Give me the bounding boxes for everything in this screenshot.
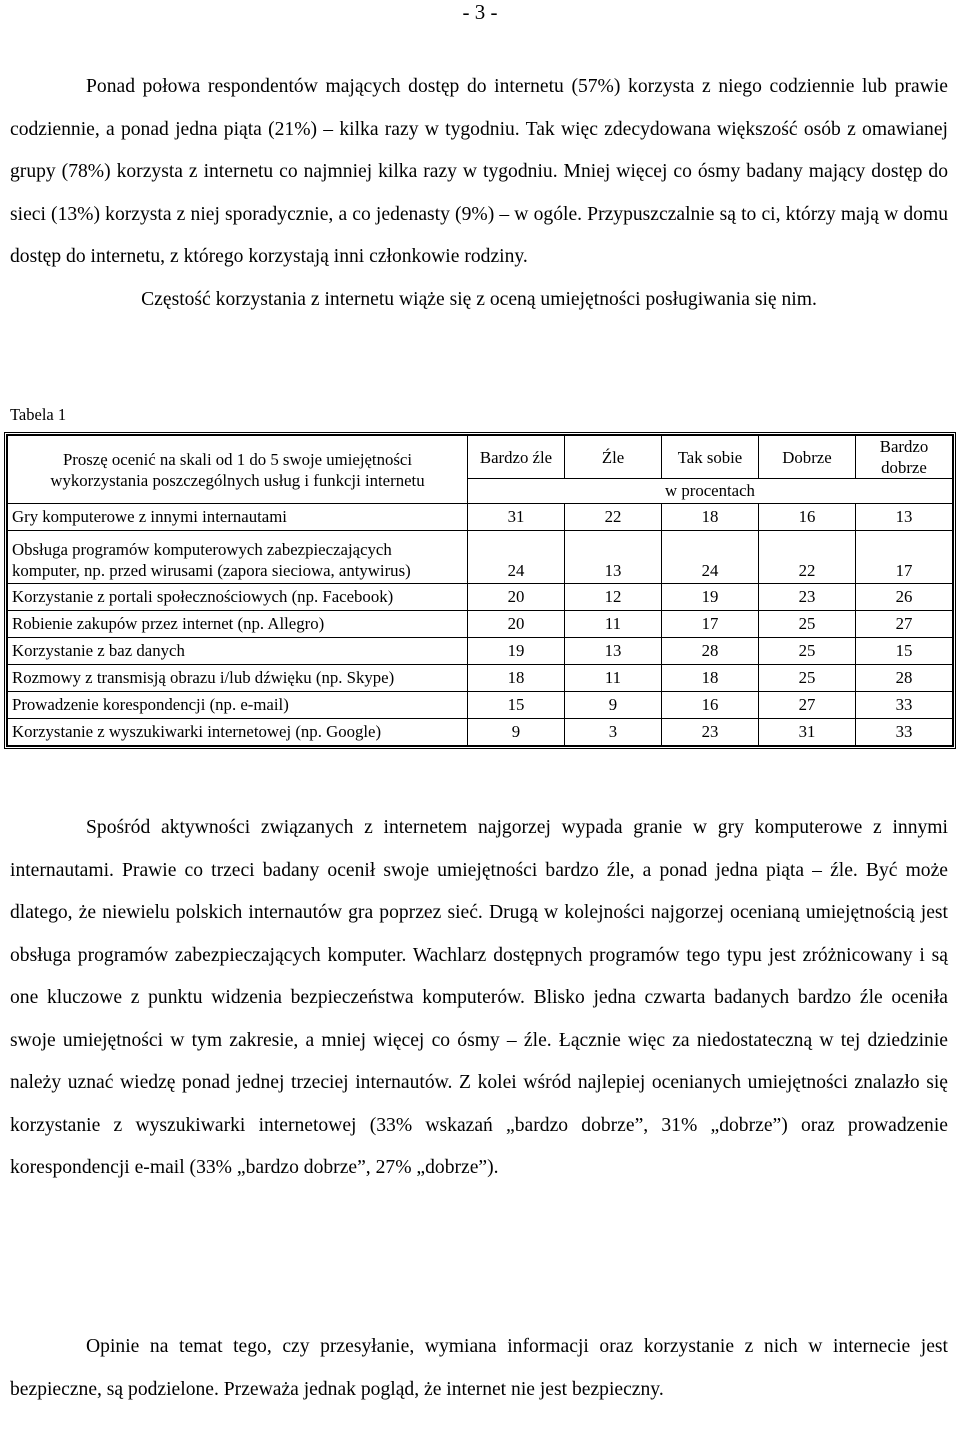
cell-value: 27 — [856, 611, 953, 638]
cell-value: 17 — [662, 611, 759, 638]
table-row — [8, 692, 953, 719]
cell-value: 27 — [759, 692, 856, 719]
cell-value: 15 — [856, 638, 953, 665]
cell-value: 20 — [468, 584, 565, 611]
table-row — [8, 638, 953, 665]
cell-value: 18 — [468, 665, 565, 692]
row-label: Robienie zakupów przez internet (np. Allegro) — [8, 611, 468, 638]
cell-value: 31 — [468, 504, 565, 531]
cell-value: 23 — [662, 719, 759, 746]
paragraph-security-text: Opinie na temat tego, czy przesyłanie, wymiana informacji oraz korzystanie z nich w internecie jest bezpieczne, są podzielone. Przeważa jednak pogląd, że internet nie jest bezpieczny. — [10, 1336, 948, 1400]
cell-value: 22 — [565, 504, 662, 531]
cell-value: 18 — [662, 504, 759, 531]
row-label: Korzystanie z baz danych — [8, 638, 468, 665]
cell-value: 26 — [856, 584, 953, 611]
paragraph-intro — [10, 66, 948, 321]
cell-value: 28 — [856, 665, 953, 692]
cell-value: 25 — [759, 638, 856, 665]
cell-value: 25 — [759, 611, 856, 638]
table-row — [8, 665, 953, 692]
row-label: Rozmowy z transmisją obrazu i/lub dźwięku (np. Skype) — [8, 665, 468, 692]
cell-value: 3 — [565, 719, 662, 746]
cell-value: 11 — [565, 611, 662, 638]
cell-value: 13 — [856, 504, 953, 531]
cell-value: 23 — [759, 584, 856, 611]
table-row — [8, 719, 953, 746]
cell-value: 12 — [565, 584, 662, 611]
column-header-tak-sobie: Tak sobie — [662, 436, 759, 479]
cell-value: 33 — [856, 692, 953, 719]
column-header-bardzo-dobrze: Bardzo dobrze — [856, 436, 953, 479]
paragraph-security — [10, 1326, 948, 1411]
cell-value: 15 — [468, 692, 565, 719]
cell-value: 31 — [759, 719, 856, 746]
cell-value: 16 — [759, 504, 856, 531]
paragraph-intro-text: Ponad połowa respondentów mających dostęp do internetu (57%) korzysta z niego codziennie lub prawie codziennie, a ponad jedna piąta (21%) – kilka razy w tygodniu. Tak więc zdecydowana większość osób z omawianej grupy (78%) korzysta z internetu co najmniej kilka razy w tygodniu. Mniej więcej co ósmy badany mający dostęp do sieci (13%) korzysta z niej sporadycznie, a co jedenasty (9%) – w ogóle. Przypuszczalnie są to ci, którzy mają w domu dostęp do internetu, z którego korzystają inni członkowie rodziny. — [10, 76, 948, 267]
table-row — [8, 611, 953, 638]
table-row — [8, 531, 953, 584]
cell-value: 13 — [565, 638, 662, 665]
cell-value: 20 — [468, 611, 565, 638]
row-label: Gry komputerowe z innymi internautami — [8, 504, 468, 531]
cell-value: 25 — [759, 665, 856, 692]
cell-value: 11 — [565, 665, 662, 692]
paragraph-analysis — [10, 807, 948, 1190]
page-number: - 3 - — [462, 0, 498, 24]
cell-value: 24 — [662, 531, 759, 584]
paragraph-analysis-text: Spośród aktywności związanych z internetem najgorzej wypada granie w gry komputerowe z innymi internautami. Prawie co trzeci badany ocenił swoje umiejętności bardzo źle, a ponad jedna piąta – źle. Być może dlatego, że niewielu polskich internautów gra poprzez sieć. Drugą w kolejności najgorzej ocenianą umiejętnością jest obsługa programów zabezpieczających komputer. Wachlarz dostępnych programów tego typu jest zróżnicowany i są one kluczowe z punktu widzenia bezpieczeństwa komputerów. Blisko jedna czwarta badanych bardzo źle oceniła swoje umiejętności w tym zakresie, a mniej więcej co ósmy – źle. Łącznie więc za niedostateczną w tej dziedzinie należy uznać wiedzę ponad jednej trzeciej internautów. Z kolei wśród najlepiej ocenianych umiejętności znalazło się korzystanie z wyszukiwarki internetowej (33% wskazań „bardzo dobrze”, 31% „dobrze”) oraz prowadzenie korespondencji e-mail (33% „bardzo dobrze”, 27% „dobrze”). — [10, 817, 948, 1178]
row-label: Korzystanie z wyszukiwarki internetowej (np. Google) — [8, 719, 468, 746]
cell-value: 17 — [856, 531, 953, 584]
paragraph-intro-last-line: Częstość korzystania z internetu wiąże się z oceną umiejętności posługiwania się nim. — [141, 288, 817, 310]
cell-value: 13 — [565, 531, 662, 584]
table-row — [8, 504, 953, 531]
cell-value: 22 — [759, 531, 856, 584]
cell-value: 16 — [662, 692, 759, 719]
cell-value: 9 — [565, 692, 662, 719]
question-header: Proszę ocenić na skali od 1 do 5 swoje umiejętności wykorzystania poszczególnych usług i funkcji internetu — [8, 436, 468, 504]
cell-value: 19 — [662, 584, 759, 611]
cell-value: 19 — [468, 638, 565, 665]
row-label: Prowadzenie korespondencji (np. e-mail) — [8, 692, 468, 719]
skills-table — [4, 432, 956, 749]
column-header-zle: Źle — [565, 436, 662, 479]
row-label: Obsługa programów komputerowych zabezpieczających komputer, np. przed wirusami (zapora sieciowa, antywirus) — [8, 531, 468, 584]
unit-label: w procentach — [468, 479, 953, 504]
cell-value: 9 — [468, 719, 565, 746]
cell-value: 18 — [662, 665, 759, 692]
row-label: Korzystanie z portali społecznościowych (np. Facebook) — [8, 584, 468, 611]
cell-value: 24 — [468, 531, 565, 584]
cell-value: 28 — [662, 638, 759, 665]
table-caption: Tabela 1 — [10, 405, 67, 424]
column-header-bardzo-zle: Bardzo źle — [468, 436, 565, 479]
table-row — [8, 584, 953, 611]
cell-value: 33 — [856, 719, 953, 746]
column-header-dobrze: Dobrze — [759, 436, 856, 479]
